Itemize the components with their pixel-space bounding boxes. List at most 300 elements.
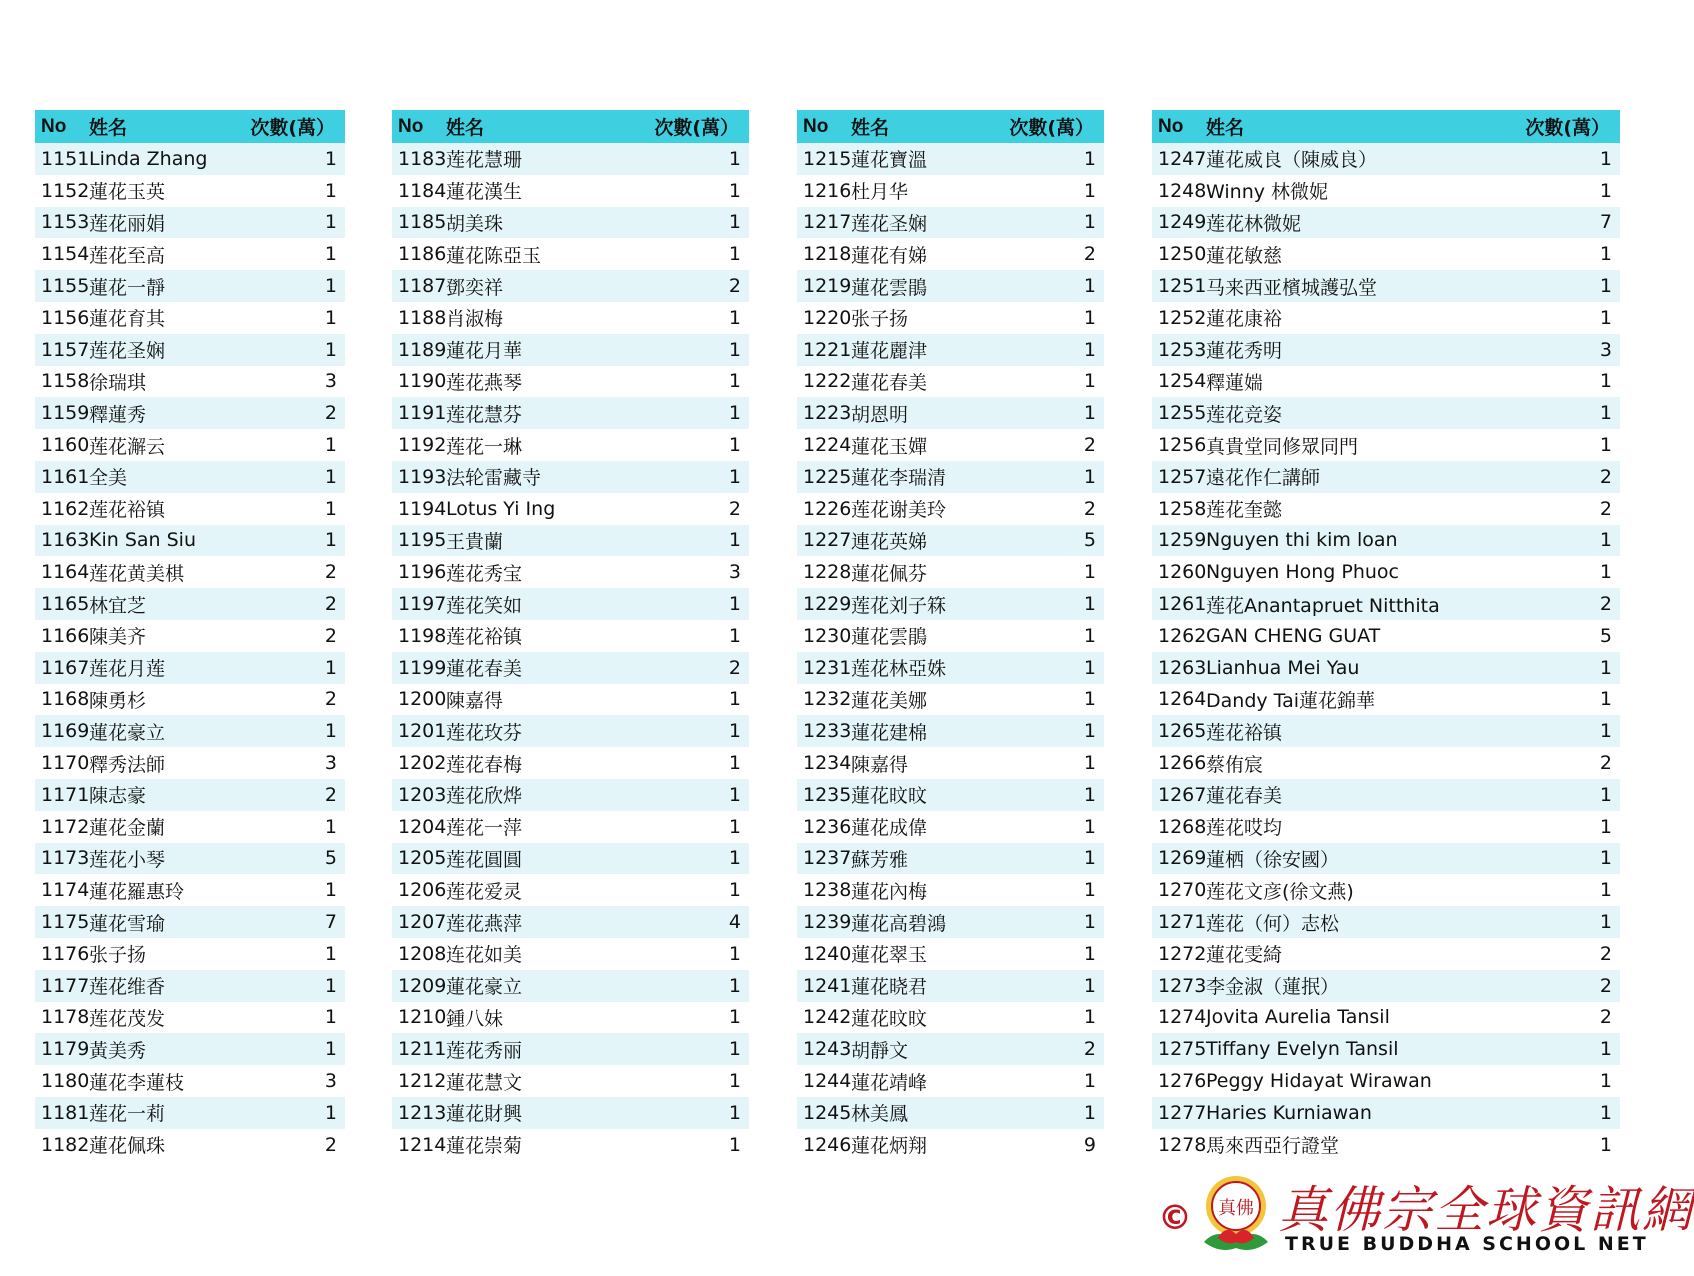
donor-name: 莲花圣娴 [89,340,166,363]
row-number: 1210 [398,1006,447,1029]
table-row [35,175,345,207]
header-count: 次數(萬） [1009,117,1094,139]
row-number: 1166 [41,624,90,647]
row-number: 1153 [41,211,90,234]
donation-table-1 [35,110,345,1161]
count-value: 1 [1083,783,1096,806]
table-row [1152,1002,1620,1034]
row-number: 1223 [803,402,852,425]
row-number: 1186 [398,243,447,266]
table-row [1152,397,1620,429]
row-number: 1202 [398,752,447,775]
table-row [797,556,1104,588]
count-value: 1 [1599,561,1612,584]
table-row [392,334,749,366]
count-value: 1 [1083,1006,1096,1029]
table-row [1152,143,1620,175]
count-value: 1 [728,942,741,965]
table-row [1152,270,1620,302]
row-number: 1267 [1158,783,1207,806]
table-row [392,429,749,461]
count-value: 1 [728,434,741,457]
table-row [1152,175,1620,207]
row-number: 1174 [41,879,90,902]
count-value: 1 [728,1038,741,1061]
count-value: 1 [1083,593,1096,616]
table-row [392,811,749,843]
donor-name: 莲花圣娴 [851,212,928,235]
count-value: 1 [1599,275,1612,298]
count-value: 1 [1083,720,1096,743]
table-row [392,843,749,875]
table-row [797,461,1104,493]
row-number: 1219 [803,275,852,298]
donor-name: 蓮花佩芬 [851,562,928,585]
row-number: 1199 [398,656,447,679]
count-value: 1 [324,497,337,520]
row-number: 1187 [398,275,447,298]
count-value: 1 [728,1101,741,1124]
donor-name: 蓮花建棉 [851,721,928,744]
count-value: 1 [728,465,741,488]
count-value: 1 [324,465,337,488]
donor-name: 莲花春梅 [446,753,523,776]
donor-name: 蓮花旼旼 [851,1007,928,1030]
row-number: 1182 [41,1133,90,1156]
donor-name: 蓮花一靜 [89,276,166,299]
row-number: 1233 [803,720,852,743]
row-number: 1255 [1158,402,1207,425]
header-name: 姓名 [1206,117,1245,139]
count-value: 2 [1083,434,1096,457]
donor-name: 连花如美 [446,944,523,967]
row-number: 1216 [803,179,852,202]
row-number: 1274 [1158,1006,1207,1029]
table-row [1152,334,1620,366]
table-row [35,684,345,716]
donor-name: 莲花澥云 [89,435,166,458]
row-number: 1151 [41,147,90,170]
table-row [35,556,345,588]
table-row [35,747,345,779]
table-row [392,906,749,938]
donor-name: 蓮花內梅 [851,880,928,903]
count-value: 2 [1599,465,1612,488]
donor-name: 蓮花李蓮枝 [89,1071,185,1094]
row-number: 1242 [803,1006,852,1029]
donor-name: 蓮花育其 [89,308,166,331]
count-value: 1 [1599,402,1612,425]
row-number: 1225 [803,465,852,488]
count-value: 5 [1083,529,1096,552]
row-number: 1218 [803,243,852,266]
table-row [392,1097,749,1129]
row-number: 1164 [41,561,90,584]
table-row [797,1002,1104,1034]
count-value: 1 [728,815,741,838]
donor-name: 莲花林亞姝 [851,658,947,681]
donor-name: 马来西亚檳城護弘堂 [1206,276,1378,299]
donor-name: 杜月华 [851,181,909,204]
emblem-text: 真佛 [1218,1198,1254,1219]
table-row [1152,588,1620,620]
row-number: 1236 [803,815,852,838]
row-number: 1196 [398,561,447,584]
row-number: 1156 [41,306,90,329]
row-number: 1194 [398,497,447,520]
donor-name: 法轮雷藏寺 [446,467,542,490]
brand-name-chinese: 真佛宗全球資訊網 [1278,1181,1694,1239]
row-number: 1278 [1158,1133,1207,1156]
donor-name: 莲花竞姿 [1206,403,1283,426]
row-number: 1244 [803,1070,852,1092]
table-row [797,588,1104,620]
donor-name: Lianhua Mei Yau [1206,656,1360,679]
row-number: 1259 [1158,529,1207,552]
count-value: 2 [324,593,337,616]
donor-name: 連花英娣 [851,530,928,553]
count-value: 1 [1599,815,1612,838]
table-row [392,461,749,493]
table-row [1152,1129,1620,1161]
count-value: 1 [728,402,741,425]
donor-name: 莲花秀宝 [446,562,523,585]
row-number: 1204 [398,815,447,838]
lotus-emblem-icon [1196,1172,1276,1258]
count-value: 1 [728,593,741,616]
table-row [797,970,1104,1002]
count-value: 3 [324,370,337,393]
count-value: 1 [728,688,741,711]
table-row [35,1033,345,1065]
table-row [392,747,749,779]
count-value: 1 [1599,847,1612,870]
row-number: 1192 [398,434,447,457]
row-number: 1208 [398,942,447,965]
row-number: 1251 [1158,275,1207,298]
donor-name: 莲花秀丽 [446,1039,523,1062]
row-number: 1272 [1158,942,1207,965]
count-value: 1 [324,720,337,743]
count-value: 1 [324,1006,337,1029]
donor-name: Jovita Aurelia Tansil [1206,1006,1390,1029]
count-value: 1 [1083,561,1096,584]
count-value: 7 [324,911,337,934]
header-no: No [803,115,829,137]
row-number: 1277 [1158,1101,1207,1124]
row-number: 1158 [41,370,90,393]
row-number: 1221 [803,338,852,361]
table-row [797,302,1104,334]
row-number: 1228 [803,561,852,584]
row-number: 1256 [1158,434,1207,457]
count-value: 1 [1083,465,1096,488]
count-value: 1 [1083,847,1096,870]
count-value: 1 [728,974,741,997]
row-number: 1263 [1158,656,1207,679]
row-number: 1217 [803,211,852,234]
donor-name: 蓮花財興 [446,1103,523,1126]
count-value: 1 [1599,1038,1612,1061]
row-number: 1212 [398,1070,447,1092]
count-value: 3 [324,752,337,775]
donor-name: 莲花黄美棋 [89,562,185,585]
count-value: 3 [324,1070,337,1092]
count-value: 1 [1083,179,1096,202]
row-number: 1175 [41,911,90,934]
table-row [392,143,749,175]
count-value: 1 [324,434,337,457]
donor-name: 莲花一莉 [89,1103,166,1126]
row-number: 1245 [803,1101,852,1124]
table-row [1152,938,1620,970]
donation-table-3 [797,110,1104,1161]
table-row [35,270,345,302]
table-row [35,143,345,175]
row-number: 1273 [1158,974,1207,997]
donor-name: 胡靜文 [851,1039,909,1062]
donor-name: 蓮花旼旼 [851,785,928,808]
count-value: 2 [1599,1006,1612,1029]
table-row [1152,525,1620,557]
donor-name: 莲花丽娟 [89,212,166,235]
header-count: 次數(萬） [654,117,739,139]
count-value: 1 [1599,656,1612,679]
donor-name: 蓮花成偉 [851,817,928,840]
count-value: 1 [728,306,741,329]
donor-name: 蓮花雲鵑 [851,626,928,649]
donor-name: 蓮花春美 [1206,785,1283,808]
table-row [1152,620,1620,652]
row-number: 1215 [803,147,852,170]
count-value: 1 [1083,1070,1096,1092]
row-number: 1155 [41,275,90,298]
row-number: 1240 [803,942,852,965]
row-number: 1207 [398,911,447,934]
count-value: 1 [324,211,337,234]
row-number: 1159 [41,402,90,425]
table-header [1152,110,1620,143]
donor-name: 莲花一琳 [446,435,523,458]
count-value: 1 [1083,942,1096,965]
donor-name: 莲花林微妮 [1206,212,1302,235]
count-value: 1 [728,720,741,743]
count-value: 1 [324,338,337,361]
donor-name: 王貴蘭 [446,530,504,553]
donor-name: 鍾八妹 [446,1007,504,1030]
table-row [797,620,1104,652]
count-value: 1 [1599,147,1612,170]
row-number: 1209 [398,974,447,997]
donor-name: 馬來西亞行證堂 [1206,1135,1340,1158]
count-value: 1 [1083,402,1096,425]
donor-name: 蓮花金蘭 [89,817,166,840]
count-value: 1 [1083,306,1096,329]
table-row [797,874,1104,906]
count-value: 1 [728,1133,741,1156]
count-value: 1 [324,1101,337,1124]
table-row [797,1129,1104,1161]
table-row [35,652,345,684]
donor-name: 釋蓮秀 [89,403,147,426]
donor-name: 胡美珠 [446,212,504,235]
table-row [1152,779,1620,811]
table-row [35,715,345,747]
donor-name: 蓮花佩珠 [89,1135,166,1158]
table-row [1152,715,1620,747]
row-number: 1188 [398,306,447,329]
row-number: 1177 [41,974,90,997]
row-number: 1154 [41,243,90,266]
count-value: 1 [324,306,337,329]
count-value: 3 [1599,338,1612,361]
count-value: 1 [324,942,337,965]
table-row [797,397,1104,429]
count-value: 5 [1599,624,1612,647]
row-number: 1203 [398,783,447,806]
donor-name: 陳美齐 [89,626,147,649]
donor-name: 莲花（何）志松 [1206,912,1340,935]
row-number: 1167 [41,656,90,679]
table-row [35,493,345,525]
donor-name: 莲花爱灵 [446,880,523,903]
count-value: 2 [728,275,741,298]
table-row [392,1033,749,1065]
row-number: 1264 [1158,688,1207,711]
count-value: 1 [1083,275,1096,298]
count-value: 1 [1083,879,1096,902]
row-number: 1165 [41,593,90,616]
count-value: 1 [1599,370,1612,393]
count-value: 1 [1599,879,1612,902]
table-row [35,1002,345,1034]
donor-name: Nguyen thi kim loan [1206,529,1398,552]
table-row [797,493,1104,525]
row-number: 1229 [803,593,852,616]
header-no: No [41,115,67,137]
row-number: 1206 [398,879,447,902]
table-row [35,970,345,1002]
table-row [392,207,749,239]
row-number: 1211 [398,1038,447,1061]
row-number: 1226 [803,497,852,520]
donor-name: 莲花刘子箖 [851,594,947,617]
row-number: 1195 [398,529,447,552]
count-value: 1 [1599,529,1612,552]
donor-name: 蓮花麗津 [851,340,928,363]
count-value: 5 [324,847,337,870]
donor-name: Dandy Tai蓮花錦華 [1206,689,1376,712]
donor-name: 蓮花晓君 [851,976,928,999]
count-value: 2 [324,1133,337,1156]
table-row [35,1129,345,1161]
row-number: 1237 [803,847,852,870]
table-row [392,684,749,716]
donor-name: 陳嘉得 [446,689,504,712]
count-value: 1 [324,529,337,552]
table-row [35,874,345,906]
table-row [797,1065,1104,1097]
table-row [35,811,345,843]
donor-name: Nguyen Hong Phuoc [1206,561,1399,584]
count-value: 1 [1083,974,1096,997]
count-value: 1 [324,974,337,997]
donor-name: 莲花慧珊 [446,149,523,172]
donor-name: Lotus Yi Ing [446,497,556,520]
donor-name: 蓮花翠玉 [851,944,928,967]
row-number: 1176 [41,942,90,965]
count-value: 1 [1599,720,1612,743]
row-number: 1268 [1158,815,1207,838]
donor-name: Peggy Hidayat Wirawan [1206,1070,1432,1092]
table-row [1152,429,1620,461]
table-row [797,334,1104,366]
count-value: 1 [1083,338,1096,361]
donor-name: 陳志豪 [89,785,147,808]
row-number: 1168 [41,688,90,711]
row-number: 1234 [803,752,852,775]
row-number: 1160 [41,434,90,457]
donor-name: 莲花燕琴 [446,371,523,394]
donor-name: 莲花文彦(徐文燕) [1206,880,1354,903]
count-value: 1 [728,211,741,234]
donor-name: 蓮花陈亞玉 [446,244,542,267]
table-row [392,588,749,620]
donor-name: 张子扬 [89,944,147,967]
table-row [392,874,749,906]
table-row [1152,366,1620,398]
count-value: 1 [728,752,741,775]
donor-name: 莲花哎均 [1206,817,1283,840]
row-number: 1224 [803,434,852,457]
table-row [1152,970,1620,1002]
donor-name: 蓮花美娜 [851,689,928,712]
row-number: 1258 [1158,497,1207,520]
table-row [1152,302,1620,334]
count-value: 1 [1083,688,1096,711]
table-row [35,843,345,875]
donor-name: 蘇芳雅 [851,848,909,871]
row-number: 1257 [1158,465,1207,488]
count-value: 2 [1599,752,1612,775]
row-number: 1200 [398,688,447,711]
row-number: 1178 [41,1006,90,1029]
row-number: 1254 [1158,370,1207,393]
table-row [392,652,749,684]
count-value: 1 [1083,370,1096,393]
row-number: 1232 [803,688,852,711]
table-row [392,493,749,525]
count-value: 1 [728,1070,741,1092]
donor-name: 莲花谢美玲 [851,499,947,522]
count-value: 1 [1599,243,1612,266]
count-value: 1 [728,338,741,361]
count-value: 1 [1083,624,1096,647]
row-number: 1248 [1158,179,1207,202]
count-value: 1 [728,783,741,806]
donor-name: 胡恩明 [851,403,909,426]
donor-name: 蓮花靖峰 [851,1071,928,1094]
donor-name: 肖淑梅 [446,308,504,331]
table-row [797,525,1104,557]
donor-name: Haries Kurniawan [1206,1101,1372,1124]
count-value: 1 [1599,179,1612,202]
row-number: 1172 [41,815,90,838]
count-value: 1 [1599,911,1612,934]
donor-name: 蓮花春美 [851,371,928,394]
donor-name: 莲花裕镇 [89,499,166,522]
row-number: 1265 [1158,720,1207,743]
